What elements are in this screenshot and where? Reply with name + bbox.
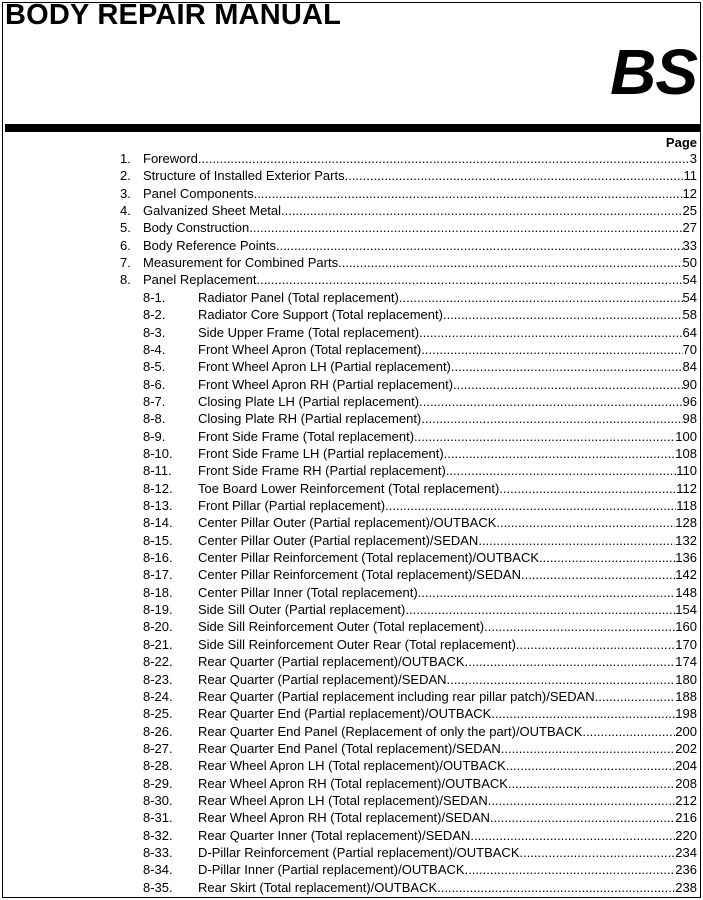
toc-entry-title: Body Construction xyxy=(143,220,250,236)
toc-entry-line xyxy=(143,237,697,254)
dot-leader xyxy=(465,861,676,878)
toc-entry-line xyxy=(198,306,697,323)
toc-entry[interactable] xyxy=(0,514,703,531)
toc-entry-line xyxy=(143,271,697,288)
toc-entry-number: 8-26. xyxy=(143,723,173,739)
toc-entry-page: 25 xyxy=(682,203,697,219)
toc-entry-number: 8-14. xyxy=(143,515,173,531)
toc-entry-page: 11 xyxy=(683,168,697,184)
toc-entry[interactable] xyxy=(0,480,703,497)
toc-entry-number: 3. xyxy=(120,185,131,201)
toc-entry-number: 8-10. xyxy=(143,445,173,461)
toc-entry-number: 8-5. xyxy=(143,359,166,375)
dot-leader xyxy=(582,723,675,740)
toc-entry-page: 64 xyxy=(682,324,697,340)
toc-entry-title: Rear Wheel Apron LH (Total replacement)/OUTBACK xyxy=(198,758,506,774)
toc-entry-page: 170 xyxy=(675,636,697,652)
toc-entry[interactable] xyxy=(0,861,703,878)
dot-leader xyxy=(451,358,683,375)
toc-entry-title: Center Pillar Reinforcement (Total replacement)/OUTBACK xyxy=(198,550,540,566)
toc-entry-number: 8-19. xyxy=(143,602,173,618)
toc-entry-page: 174 xyxy=(675,654,697,670)
toc-entry-line xyxy=(198,653,697,670)
toc-entry-title: Center Pillar Outer (Partial replacement)/SEDAN xyxy=(198,532,479,548)
toc-entry-title: Front Side Frame (Total replacement) xyxy=(198,428,415,444)
dot-leader xyxy=(595,688,676,705)
toc-entry-page: 220 xyxy=(675,827,697,843)
toc-entry-page: 238 xyxy=(675,879,697,895)
toc-entry[interactable] xyxy=(0,254,703,271)
toc-entry-line xyxy=(198,601,697,618)
toc-entry-page: 50 xyxy=(682,255,697,271)
toc-entry[interactable] xyxy=(0,705,703,722)
dot-leader xyxy=(501,740,676,757)
toc-entry-title: Rear Skirt (Total replacement)/OUTBACK xyxy=(198,879,438,895)
toc-entry-line xyxy=(143,150,697,167)
toc-entry-page: 70 xyxy=(682,341,697,357)
toc-entry-page: 188 xyxy=(675,688,697,704)
toc-entry-number: 8-35. xyxy=(143,879,173,895)
toc-entry-number: 8-21. xyxy=(143,636,173,652)
toc-entry-page: 100 xyxy=(675,428,697,444)
toc-entry-line xyxy=(198,671,697,688)
toc-entry-page: 234 xyxy=(675,845,697,860)
toc-entry-title: Closing Plate RH (Partial replacement) xyxy=(198,411,422,427)
toc-entry-title: D-Pillar Inner (Partial replacement)/OUTBACK xyxy=(198,862,465,878)
toc-entry-number: 8-29. xyxy=(143,775,173,791)
toc-entry-title: Center Pillar Inner (Total replacement) xyxy=(198,584,418,600)
header-rule xyxy=(5,124,701,132)
toc-entry-page: 216 xyxy=(675,810,697,826)
toc-entry[interactable] xyxy=(0,757,703,774)
toc-entry-line xyxy=(198,844,697,861)
toc-entry-line xyxy=(198,358,697,375)
dot-leader xyxy=(399,289,683,306)
toc-entry-number: 8-2. xyxy=(143,307,166,323)
toc-entry-page: 3 xyxy=(689,151,697,166)
toc-entry[interactable] xyxy=(0,289,703,306)
toc-entry-line xyxy=(198,688,697,705)
dot-leader xyxy=(519,844,675,861)
toc-entry-title: Center Pillar Reinforcement (Total replacement)/SEDAN xyxy=(198,567,521,583)
toc-entry-line xyxy=(198,393,697,410)
toc-entry-title: Front Wheel Apron RH (Partial replacement) xyxy=(198,376,454,392)
toc-entry-line xyxy=(198,324,697,341)
dot-leader xyxy=(276,237,683,254)
toc-entry-number: 8-25. xyxy=(143,706,173,722)
toc-entry-page: 154 xyxy=(675,602,697,618)
toc-entry-number: 8-20. xyxy=(143,619,173,635)
toc-entry-line xyxy=(198,584,697,601)
dot-leader xyxy=(447,671,676,688)
toc-entry-number: 8-13. xyxy=(143,498,173,513)
toc-entry-line xyxy=(198,740,697,757)
toc-entry-line xyxy=(143,185,697,202)
toc-entry-number: 8-31. xyxy=(143,810,173,826)
dot-leader xyxy=(419,393,682,410)
toc-entry[interactable] xyxy=(0,584,703,601)
toc-entry-page: 112 xyxy=(676,480,697,496)
toc-entry-number: 8-6. xyxy=(143,376,166,392)
toc-entry-line xyxy=(198,462,697,479)
dot-leader xyxy=(249,219,682,236)
dot-leader xyxy=(496,514,675,531)
toc-entry-title: Front Wheel Apron (Total replacement) xyxy=(198,341,422,357)
toc-entry[interactable] xyxy=(0,566,703,583)
toc-entry-number: 8-8. xyxy=(143,411,166,427)
toc-entry-line xyxy=(198,792,697,809)
toc-entry-line xyxy=(198,376,697,393)
toc-entry-title: Panel Replacement xyxy=(143,272,257,288)
toc-entry[interactable] xyxy=(0,445,703,462)
toc-entry[interactable] xyxy=(0,740,703,757)
toc-entry-number: 8-32. xyxy=(143,827,173,843)
dot-leader xyxy=(281,202,683,219)
dot-leader xyxy=(345,167,684,184)
toc-entry-title: Rear Quarter (Partial replacement including rear pillar patch)/SEDAN xyxy=(198,688,595,704)
toc-entry-title: Radiator Panel (Total replacement) xyxy=(198,289,399,305)
toc-entry[interactable] xyxy=(0,306,703,323)
toc-entry-page: 204 xyxy=(675,758,697,774)
toc-entry-number: 8. xyxy=(120,272,131,288)
toc-entry-page: 212 xyxy=(675,792,697,808)
dot-leader xyxy=(419,324,682,341)
manual-title: BODY REPAIR MANUAL xyxy=(5,0,342,31)
toc-entry-page: 12 xyxy=(682,185,697,201)
toc-entry[interactable] xyxy=(0,688,703,705)
toc-entry-number: 8-4. xyxy=(143,341,166,357)
toc-entry[interactable] xyxy=(0,410,703,427)
toc-entry-title: Front Side Frame RH (Partial replacement) xyxy=(198,463,446,479)
toc-entry[interactable] xyxy=(0,376,703,393)
dot-leader xyxy=(539,549,675,566)
toc-entry-line xyxy=(198,757,697,774)
toc-entry[interactable] xyxy=(0,185,703,202)
dot-leader xyxy=(338,254,682,271)
toc-entry-line xyxy=(198,775,697,792)
toc-entry-title: Rear Quarter Inner (Total replacement)/SEDAN xyxy=(198,827,471,843)
toc-entry-title: Toe Board Lower Reinforcement (Total replacement) xyxy=(198,480,500,496)
toc-entry-page: 236 xyxy=(675,862,697,878)
toc-entry-line xyxy=(143,254,697,271)
toc-entry-number: 8-7. xyxy=(143,393,166,409)
dot-leader xyxy=(414,428,675,445)
toc-entry[interactable] xyxy=(0,549,703,566)
toc-entry-line xyxy=(198,566,697,583)
toc-entry-page: 98 xyxy=(682,411,697,427)
toc-entry-number: 8-11. xyxy=(143,463,172,479)
dot-leader xyxy=(508,775,675,792)
toc-entry-page: 54 xyxy=(682,272,697,288)
toc-entry-title: Rear Quarter End (Partial replacement)/OUTBACK xyxy=(198,706,492,722)
toc-entry[interactable] xyxy=(0,879,703,896)
toc-entry-number: 6. xyxy=(120,237,131,253)
toc-entry-line xyxy=(198,341,697,358)
toc-entry-page: 208 xyxy=(675,775,697,791)
toc-entry-page: 136 xyxy=(675,550,697,566)
toc-entry-page: 96 xyxy=(682,393,697,409)
toc-entry-line xyxy=(198,827,697,844)
toc-entry-title: Rear Wheel Apron LH (Total replacement)/SEDAN xyxy=(198,792,488,808)
toc-entry-title: Radiator Core Support (Total replacement) xyxy=(198,307,443,323)
toc-entry-number: 8-22. xyxy=(143,654,173,670)
toc-entry-page: 142 xyxy=(675,567,697,583)
toc-entry-page: 160 xyxy=(675,619,697,635)
toc-entry-line xyxy=(198,497,697,514)
toc-entry[interactable] xyxy=(0,150,703,167)
toc-entry[interactable] xyxy=(0,462,703,479)
toc-entry-number: 8-1. xyxy=(143,289,166,305)
toc-entry-title: Panel Components xyxy=(143,185,254,201)
toc-entry-number: 5. xyxy=(120,220,131,236)
toc-entry-page: 200 xyxy=(675,723,697,739)
toc-entry[interactable] xyxy=(0,653,703,670)
toc-entry-page: 58 xyxy=(682,307,697,323)
toc-entry-title: Front Wheel Apron LH (Partial replacement) xyxy=(198,359,451,375)
dot-leader xyxy=(453,376,682,393)
toc-entry-number: 2. xyxy=(120,168,131,184)
toc-entry-number: 8-27. xyxy=(143,740,173,756)
toc-entry[interactable] xyxy=(0,809,703,826)
toc-entry-title: Side Upper Frame (Total replacement) xyxy=(198,324,420,340)
toc-entry[interactable] xyxy=(0,393,703,410)
toc-entry[interactable] xyxy=(0,601,703,618)
toc-entry-page: 27 xyxy=(682,220,697,236)
toc-entry-number: 8-12. xyxy=(143,480,173,496)
toc-entry-number: 8-28. xyxy=(143,758,173,774)
toc-entry[interactable] xyxy=(0,358,703,375)
dot-leader xyxy=(488,792,676,809)
dot-leader xyxy=(198,150,690,167)
toc-entry[interactable] xyxy=(0,775,703,792)
toc-entry-number: 7. xyxy=(120,255,131,271)
toc-entry-number: 8-17. xyxy=(143,567,173,583)
toc-entry-line xyxy=(198,428,697,445)
dot-leader xyxy=(506,757,676,774)
toc-entry[interactable] xyxy=(0,271,703,288)
toc-entry[interactable] xyxy=(0,219,703,236)
toc-entry-title: Foreword xyxy=(143,151,198,166)
toc-entry-number: 8-15. xyxy=(143,532,173,548)
toc-entry-page: 108 xyxy=(675,445,697,461)
toc-entry[interactable] xyxy=(0,497,703,514)
dot-leader xyxy=(446,462,676,479)
toc-entry-line xyxy=(198,445,697,462)
toc-entry-line xyxy=(198,705,697,722)
toc-entry-page: 198 xyxy=(675,706,697,722)
dot-leader xyxy=(465,653,676,670)
toc-entry-line xyxy=(198,289,697,306)
toc-entry-number: 8-24. xyxy=(143,688,173,704)
toc-entry-page: 128 xyxy=(675,515,697,531)
toc-entry-title: Rear Quarter (Partial replacement)/OUTBACK xyxy=(198,654,465,670)
toc-entry-page: 33 xyxy=(682,237,697,253)
toc-entry-page: 84 xyxy=(682,359,697,375)
toc-entry-number: 8-34. xyxy=(143,862,173,878)
toc-entry-line xyxy=(198,879,697,896)
toc-entry-number: 4. xyxy=(120,203,131,219)
dot-leader xyxy=(421,410,682,427)
dot-leader xyxy=(444,445,676,462)
dot-leader xyxy=(256,271,682,288)
toc-entry[interactable] xyxy=(0,844,703,861)
toc-entry-page: 118 xyxy=(676,498,697,513)
toc-entry-page: 132 xyxy=(675,532,697,548)
dot-leader xyxy=(484,618,675,635)
toc-entry[interactable] xyxy=(0,167,703,184)
toc-entry-title: Structure of Installed Exterior Parts xyxy=(143,168,345,184)
toc-entry-number: 8-23. xyxy=(143,671,173,687)
dot-leader xyxy=(470,827,675,844)
toc-entry-title: Front Pillar (Partial replacement) xyxy=(198,498,386,513)
toc-entry-page: 148 xyxy=(675,584,697,600)
toc-entry-number: 8-18. xyxy=(143,584,173,600)
toc-entry-line xyxy=(143,167,697,184)
toc-entry-number: 8-16. xyxy=(143,550,173,566)
dot-leader xyxy=(254,185,683,202)
toc-entry-title: Measurement for Combined Parts xyxy=(143,255,339,271)
toc-entry[interactable] xyxy=(0,324,703,341)
toc-entry-line xyxy=(198,809,697,826)
toc-entry-line xyxy=(198,549,697,566)
toc-entry-title: Front Side Frame LH (Partial replacement) xyxy=(198,445,444,461)
toc-entry-number: 1. xyxy=(120,151,131,166)
toc-entry[interactable] xyxy=(0,636,703,653)
toc-entry[interactable] xyxy=(0,341,703,358)
dot-leader xyxy=(418,584,676,601)
toc-entry-number: 8-9. xyxy=(143,428,166,444)
toc-entry-title: Rear Quarter (Partial replacement)/SEDAN xyxy=(198,671,447,687)
toc-entry-title: Center Pillar Outer (Partial replacement)/OUTBACK xyxy=(198,515,497,531)
toc-entry[interactable] xyxy=(0,723,703,740)
toc-entry-page: 54 xyxy=(682,289,697,305)
dot-leader xyxy=(516,636,675,653)
dot-leader xyxy=(405,601,675,618)
toc-entry-number: 8-3. xyxy=(143,324,166,340)
page-column-heading: Page xyxy=(665,135,697,150)
toc-entry-line xyxy=(198,532,697,549)
toc-entry[interactable] xyxy=(0,792,703,809)
toc-entry-title: Side Sill Reinforcement Outer (Total replacement) xyxy=(198,619,485,635)
toc-entry-line xyxy=(143,202,697,219)
dot-leader xyxy=(521,566,675,583)
toc-entry-line xyxy=(198,861,697,878)
toc-entry-page: 180 xyxy=(675,671,697,687)
toc-entry-title: Rear Wheel Apron RH (Total replacement)/OUTBACK xyxy=(198,775,508,791)
toc-entry-title: D-Pillar Reinforcement (Partial replacement)/OUTBACK xyxy=(198,845,520,860)
toc-entry-title: Closing Plate LH (Partial replacement) xyxy=(198,393,420,409)
toc-entry-title: Rear Wheel Apron RH (Total replacement)/SEDAN xyxy=(198,810,490,826)
toc-entry[interactable] xyxy=(0,237,703,254)
dot-leader xyxy=(491,705,675,722)
toc-entry-page: 90 xyxy=(682,376,697,392)
toc-entry-line xyxy=(198,636,697,653)
toc-entry-line xyxy=(198,480,697,497)
toc-entry-title: Rear Quarter End Panel (Replacement of only the part)/OUTBACK xyxy=(198,723,583,739)
dot-leader xyxy=(437,879,675,896)
toc-entry[interactable] xyxy=(0,532,703,549)
toc-entry[interactable] xyxy=(0,671,703,688)
section-code: BS xyxy=(610,36,697,108)
toc-entry-title: Side Sill Outer (Partial replacement) xyxy=(198,602,406,618)
toc-entry[interactable] xyxy=(0,827,703,844)
dot-leader xyxy=(443,306,683,323)
dot-leader xyxy=(478,532,675,549)
toc-entry-number: 8-33. xyxy=(143,845,173,860)
dot-leader xyxy=(499,480,676,497)
toc-entry-title: Galvanized Sheet Metal xyxy=(143,203,282,219)
toc-entry-title: Rear Quarter End Panel (Total replacement)/SEDAN xyxy=(198,740,501,756)
dot-leader xyxy=(421,341,682,358)
toc-entry[interactable] xyxy=(0,428,703,445)
toc-entry-line xyxy=(198,618,697,635)
toc-entry-title: Body Reference Points xyxy=(143,237,276,253)
toc-entry[interactable] xyxy=(0,618,703,635)
toc-entry[interactable] xyxy=(0,202,703,219)
toc-entry-line xyxy=(198,410,697,427)
toc-entry-title: Side Sill Reinforcement Outer Rear (Total replacement) xyxy=(198,636,516,652)
toc-entry-line xyxy=(143,219,697,236)
toc-entry-line xyxy=(198,723,697,740)
toc-entry-number: 8-30. xyxy=(143,792,173,808)
toc-entry-page: 202 xyxy=(675,740,697,756)
toc-entry-line xyxy=(198,514,697,531)
dot-leader xyxy=(385,497,676,514)
dot-leader xyxy=(490,809,675,826)
toc-entry-page: 110 xyxy=(676,463,697,479)
